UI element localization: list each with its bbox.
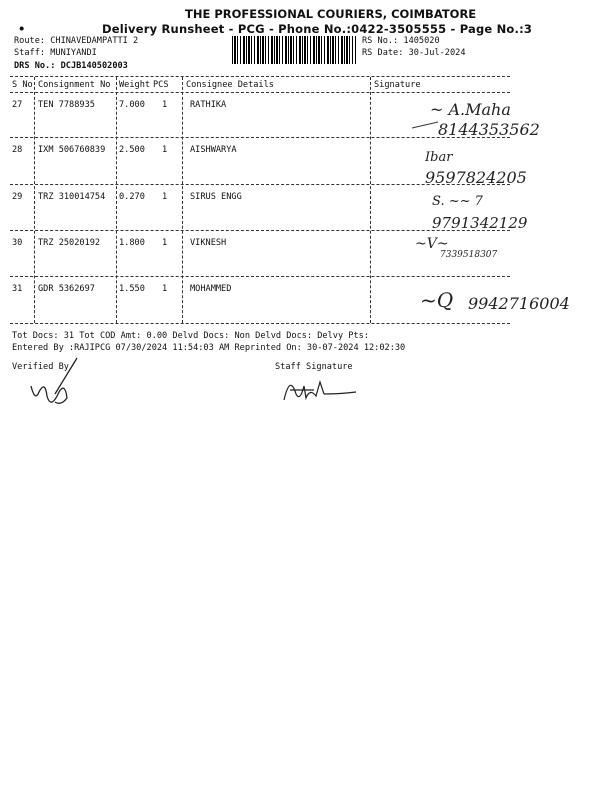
- col-divider: [116, 77, 117, 323]
- row-sno: 28: [12, 145, 23, 155]
- col-header-consignment: Consignment No: [38, 80, 111, 90]
- row-consignment: TEN 7788935: [38, 100, 95, 110]
- col-header-pcs: PCS: [153, 80, 169, 90]
- col-header-weight: Weight: [119, 80, 151, 90]
- table-bottom-rule: [10, 323, 510, 324]
- staff-signature-scribble: [280, 372, 360, 406]
- rs-date-value: 30-Jul-2024: [408, 48, 466, 58]
- row-weight: 1.800: [119, 238, 145, 248]
- staff-line: [14, 48, 97, 58]
- row-consignment: TRZ 25020192: [38, 238, 101, 248]
- company-title: THE PROFESSIONAL COURIERS, COIMBATORE: [185, 7, 477, 21]
- row-sno: 31: [12, 284, 23, 294]
- row-sno: 27: [12, 100, 23, 110]
- row-rule: [10, 276, 510, 277]
- route-value: CHINAVEDAMPATTI 2: [50, 36, 139, 46]
- staff-value: MUNIYANDI: [50, 48, 97, 58]
- col-header-signature: Signature: [374, 80, 421, 90]
- bullet-mark: •: [18, 22, 26, 36]
- col-header-consignee: Consignee Details: [186, 80, 274, 90]
- route-line: [14, 36, 138, 46]
- row-consignee: AISHWARYA: [190, 145, 237, 155]
- verified-signature-scribble: [25, 352, 85, 414]
- route-label: Route:: [14, 36, 46, 46]
- handwritten-signature: S. ~~ 7: [432, 194, 483, 209]
- row-consignee: RATHIKA: [190, 100, 227, 110]
- rs-no-value: 1405020: [403, 36, 440, 46]
- handwritten-phone: 8144353562: [438, 120, 540, 139]
- handwritten-phone: 9942716004: [468, 294, 570, 313]
- row-pcs: 1: [162, 238, 168, 248]
- row-consignment: GDR 5362697: [38, 284, 95, 294]
- row-consignment: IXM 506760839: [38, 145, 106, 155]
- table-top-rule: [10, 76, 510, 77]
- drs-line: [14, 61, 128, 71]
- row-consignee: SIRUS ENGG: [190, 192, 242, 202]
- staff-label: Staff:: [14, 48, 46, 58]
- row-rule: [10, 230, 510, 231]
- row-sno: 29: [12, 192, 23, 202]
- col-divider: [182, 77, 183, 323]
- handwritten-signature: ~ A.Maha: [430, 100, 511, 119]
- verified-by-label: Verified By: [12, 362, 69, 372]
- drs-value: DCJB140502003: [60, 61, 128, 71]
- row-consignee: MOHAMMED: [190, 284, 232, 294]
- handwritten-phone: 7339518307: [440, 250, 498, 260]
- rs-no-label: RS No.:: [362, 36, 399, 46]
- handwritten-phone: 9791342129: [432, 214, 528, 232]
- col-header-sno: S No: [12, 80, 33, 90]
- row-pcs: 1: [162, 100, 168, 110]
- row-weight: 2.500: [119, 145, 145, 155]
- col-divider: [370, 77, 371, 323]
- row-rule: [10, 137, 510, 138]
- handwritten-signature: ~Q: [420, 288, 454, 312]
- runsheet-title: Delivery Runsheet - PCG - Phone No.:0422-3505555 - Page No.:3: [102, 22, 533, 36]
- row-sno: 30: [12, 238, 23, 248]
- signature-tick-mark: [410, 118, 440, 134]
- header-bottom-rule: [10, 92, 510, 93]
- row-pcs: 1: [162, 284, 168, 294]
- rs-no-line: [362, 36, 440, 46]
- row-pcs: 1: [162, 192, 168, 202]
- row-consignment: TRZ 310014754: [38, 192, 106, 202]
- staff-signature-label: Staff Signature: [275, 362, 353, 372]
- barcode: [232, 36, 356, 64]
- row-weight: 7.000: [119, 100, 145, 110]
- rs-date-label: RS Date:: [362, 48, 404, 58]
- col-divider: [34, 77, 35, 323]
- row-weight: 1.550: [119, 284, 145, 294]
- row-weight: 0.270: [119, 192, 145, 202]
- handwritten-signature: Ibar: [425, 150, 453, 165]
- entered-by-line: Entered By :RAJIPCG 07/30/2024 11:54:03 AM Reprinted On: 30-07-2024 12:02:30: [12, 343, 406, 353]
- totals-line: Tot Docs: 31 Tot COD Amt: 0.00 Delvd Docs: Non Delvd Docs: Delvy Pts:: [12, 331, 369, 341]
- rs-date-line: [362, 48, 466, 58]
- row-rule: [10, 184, 510, 185]
- row-pcs: 1: [162, 145, 168, 155]
- handwritten-phone: 9597824205: [425, 168, 527, 187]
- drs-label: DRS No.:: [14, 61, 56, 71]
- row-consignee: VIKNESH: [190, 238, 227, 248]
- handwritten-signature: ~V~: [415, 236, 449, 252]
